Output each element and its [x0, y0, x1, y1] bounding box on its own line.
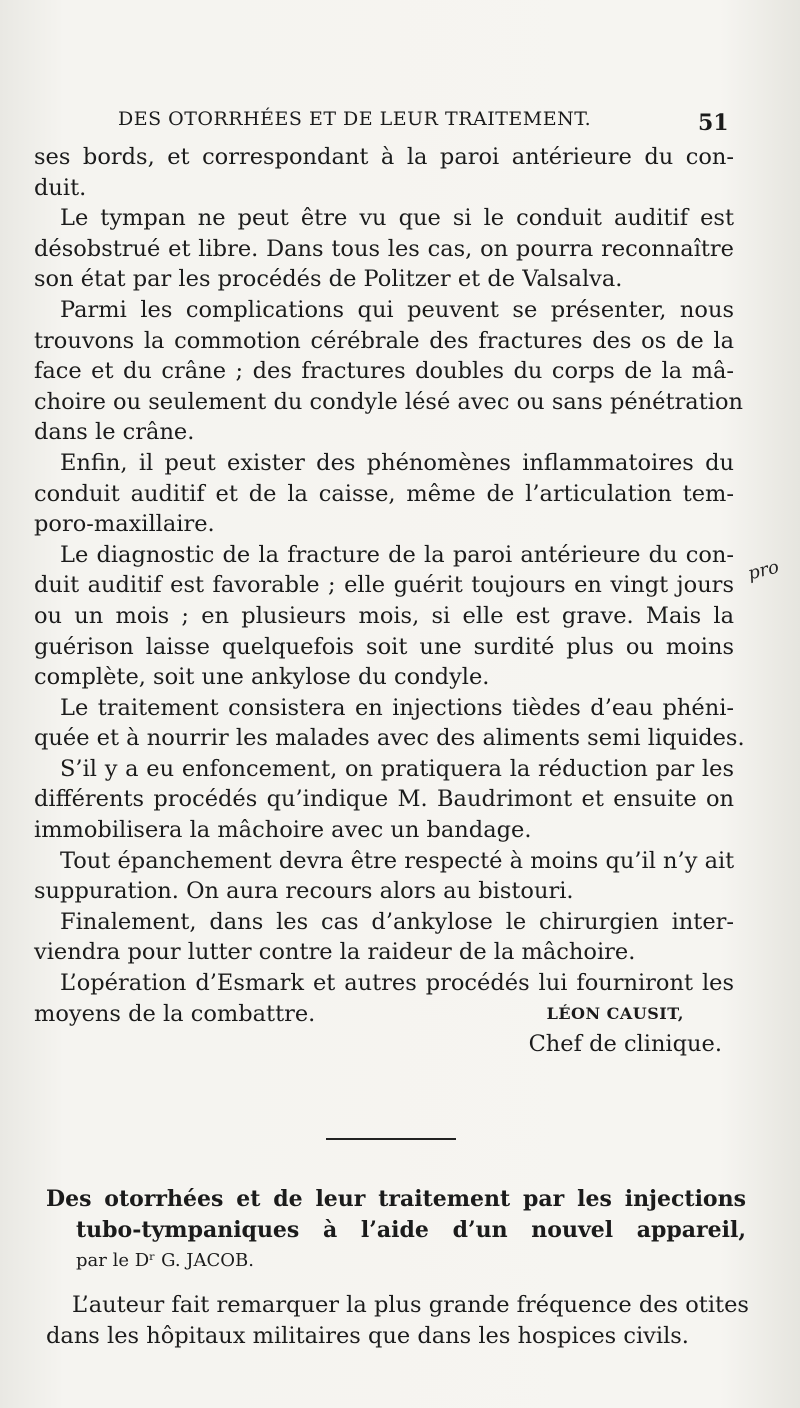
text-line: face et du crâne ; des fractures doubles du corps de la mâ-: [34, 358, 734, 385]
text-line: guérison laisse quelquefois soit une surdité plus ou moins: [34, 633, 734, 660]
text-line: conduit auditif et de la caisse, même de l’articulation tem-: [34, 480, 734, 507]
text-line: son état par les procédés de Politzer et de Valsalva.: [34, 266, 623, 293]
text-line: immobilisera la mâchoire avec un bandage.: [34, 817, 532, 844]
article-byline: par le Dʳ G. JACOB.: [76, 1250, 254, 1271]
text-line: L’auteur fait remarquer la plus grande fréquence des otites: [72, 1292, 749, 1318]
section-divider: [326, 1138, 456, 1140]
text-line: complète, soit une ankylose du condyle.: [34, 664, 490, 691]
article-notice: [46, 1184, 749, 1351]
text-line: ses bords, et correspondant à la paroi antérieure du con-: [34, 144, 734, 170]
text-line: ou un mois ; en plusieurs mois, si elle est grave. Mais la: [34, 602, 734, 629]
text-line: poro-maxillaire.: [34, 511, 215, 538]
text-line: moyens de la combattre.: [34, 1000, 316, 1027]
body-text: [34, 142, 745, 1059]
page-number: 51: [698, 110, 729, 136]
signature-title: Chef de clinique.: [528, 1031, 722, 1058]
text-line: duit auditif est favorable ; elle guérit toujours en vingt jours: [34, 572, 734, 599]
text-line: trouvons la commotion cérébrale des fractures des os de la: [34, 327, 734, 354]
text-line: Le traitement consistera en injections tièdes d’eau phéni-: [60, 694, 734, 721]
handwritten-margin-note: pro: [745, 556, 782, 585]
text-line: duit.: [34, 174, 87, 201]
article-title: tubo-tympaniques à l’aide d’un nouvel appareil,: [76, 1217, 746, 1243]
text-line: S’il y a eu enfoncement, on pratiquera la réduction par les: [60, 755, 734, 782]
text-line: Tout épanchement devra être respecté à moins qu’il n’y ait: [60, 847, 735, 874]
text-line: Enfin, il peut exister des phénomènes inflammatoires du: [60, 449, 734, 476]
text-line: choire ou seulement du condyle lésé avec ou sans pénétration: [34, 388, 743, 415]
text-line: L’opération d’Esmark et autres procédés lui fourniront les: [60, 970, 734, 997]
article-abstract: [46, 1290, 749, 1351]
text-line: dans les hôpitaux militaires que dans les hospices civils.: [46, 1322, 689, 1349]
running-head: DES OTORRHÉES ET DE LEUR TRAITEMENT.: [118, 108, 592, 130]
text-line: désobstrué et libre. Dans tous les cas, on pourra reconnaître: [34, 235, 734, 262]
text-line: Le tympan ne peut être vu que si le conduit auditif est: [60, 205, 734, 232]
text-line: dans le crâne.: [34, 419, 195, 446]
article-title: Des otorrhées et de leur traitement par les injections: [46, 1186, 746, 1212]
signature-name: LÉON CAUSIT,: [546, 1004, 684, 1024]
text-line: Le diagnostic de la fracture de la paroi antérieure du con-: [60, 541, 734, 568]
text-line: suppuration. On aura recours alors au bistouri.: [34, 878, 574, 905]
text-line: différents procédés qu’indique M. Baudrimont et ensuite on: [34, 786, 734, 813]
text-line: Finalement, dans les cas d’ankylose le chirurgien inter-: [60, 908, 734, 935]
text-line: Parmi les complications qui peuvent se présenter, nous: [60, 296, 734, 323]
text-line: quée et à nourrir les malades avec des aliments semi liquides.: [34, 725, 745, 752]
text-line: viendra pour lutter contre la raideur de la mâchoire.: [34, 939, 636, 966]
